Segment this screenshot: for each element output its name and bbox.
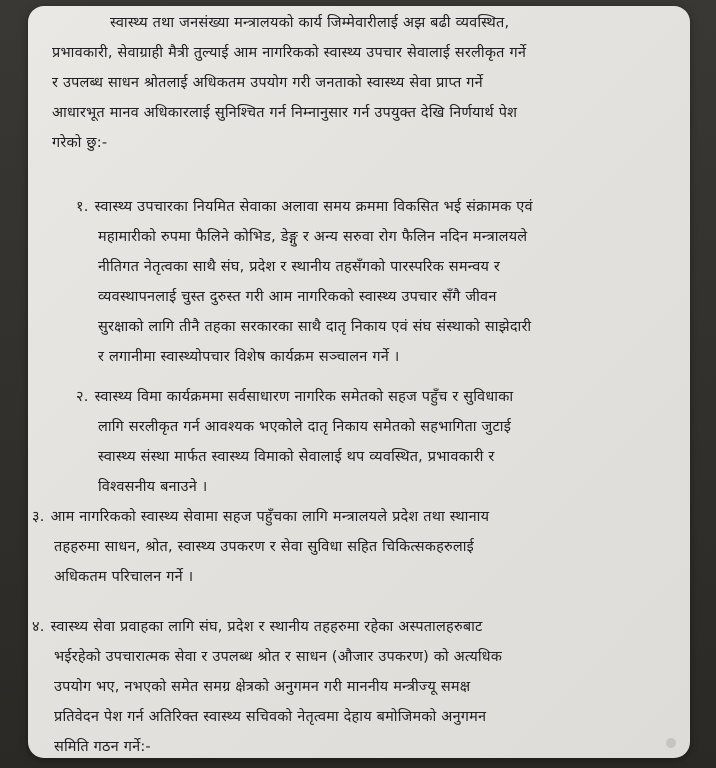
item-line: प्रतिवेदन पेश गर्न अतिरिक्त स्वास्थ्य सचिवको नेतृत्वमा देहाय बमोजिमको अनुगमन <box>54 709 487 725</box>
item-line: अधिकतम परिचालन गर्ने । <box>54 569 194 585</box>
item-line: सुरक्षाको लागि तीनै तहका सरकारका साथै दातृ निकाय एवं संघ संस्थाको साझेदारी <box>98 319 532 335</box>
intro-line: र उपलब्ध साधन श्रोतलाई अधिकतम उपयोग गरी जनताको स्वास्थ्य सेवा प्राप्त गर्ने <box>52 75 483 91</box>
item-line: समिति गठन गर्ने:- <box>54 739 151 755</box>
item-line <box>76 192 533 222</box>
item-line <box>32 612 502 642</box>
item-text: आम नागरिकको स्वास्थ्य सेवामा सहज पहुँचका लागि मन्त्रालयले प्रदेश तथा स्थानाय <box>50 509 490 525</box>
item-line: विश्वसनीय बनाउने । <box>98 479 208 495</box>
intro-line: स्वास्थ्य तथा जनसंख्या मन्त्रालयको कार्य जिम्मेवारीलाई अझ बढी व्यवस्थित, <box>110 15 510 31</box>
item-number: ३. <box>32 509 45 525</box>
item-number: २. <box>76 389 89 405</box>
list-item-3 <box>32 502 489 592</box>
item-line: भईरहेको उपचारात्मक सेवा र उपलब्ध श्रोत र साधन (औजार उपकरण) को अत्यधिक <box>54 649 503 665</box>
item-line: उपयोग भए, नभएको समेत समग्र क्षेत्रको अनुगमन गरी माननीय मन्त्रीज्यू समक्ष <box>54 679 471 695</box>
item-line: व्यवस्थापनलाई चुस्त दुरुस्त गरी आम नागरिकको स्वास्थ्य उपचार सँगै जीवन <box>98 289 497 305</box>
item-number: १. <box>76 199 89 215</box>
list-item-4 <box>32 612 502 758</box>
intro-paragraph <box>52 8 526 158</box>
item-number: ४. <box>32 619 45 635</box>
item-line: नीतिगत नेतृत्वका साथै संघ, प्रदेश र स्थानीय तहसँगको पारस्परिक समन्वय र <box>98 259 501 275</box>
item-line: स्वास्थ्य संस्था मार्फत स्वास्थ्य विमाको सेवालाई थप व्यवस्थित, प्रभावकारी र <box>98 449 495 465</box>
paper-smudge <box>666 738 676 748</box>
item-text: स्वास्थ्य विमा कार्यक्रममा सर्वसाधारण नागरिक समेतको सहज पहुँच र सुविधाका <box>94 389 514 405</box>
item-line: महामारीको रुपमा फैलिने कोभिड, डेङ्गु र अन्य सरुवा रोग फैलिन नदिन मन्त्रालयले <box>98 229 528 245</box>
intro-line: आधारभूत मानव अधिकारलाई सुनिश्चित गर्न निम्नानुसार गर्न उपयुक्त देखि निर्णयार्थ पेश <box>52 105 518 121</box>
item-text: स्वास्थ्य उपचारका नियमित सेवाका अलावा समय क्रममा विकसित भई संक्रामक एवं <box>94 199 533 215</box>
intro-line: गरेको छु:- <box>52 135 108 151</box>
item-line <box>76 382 513 412</box>
item-line: र लगानीमा स्वास्थ्योपचार विशेष कार्यक्रम सञ्चालन गर्ने । <box>98 349 400 365</box>
item-line <box>32 502 489 532</box>
document-page <box>28 6 690 758</box>
item-line: लागि सरलीकृत गर्न आवश्यक भएकोले दातृ निकाय समेतको सहभागिता जुटाई <box>98 419 512 435</box>
list-item-2 <box>76 382 513 502</box>
intro-line: प्रभावकारी, सेवाग्राही मैत्री तुल्याई आम नागरिकको स्वास्थ्य उपचार सेवालाई सरलीकृत गर्ने <box>52 45 527 61</box>
item-line: तहहरुमा साधन, श्रोत, स्वास्थ्य उपकरण र सेवा सुविधा सहित चिकित्सकहरुलाई <box>54 539 474 555</box>
list-item-1 <box>76 192 533 372</box>
item-text: स्वास्थ्य सेवा प्रवाहका लागि संघ, प्रदेश र स्थानीय तहहरुमा रहेका अस्पतालहरुबाट <box>50 619 483 635</box>
